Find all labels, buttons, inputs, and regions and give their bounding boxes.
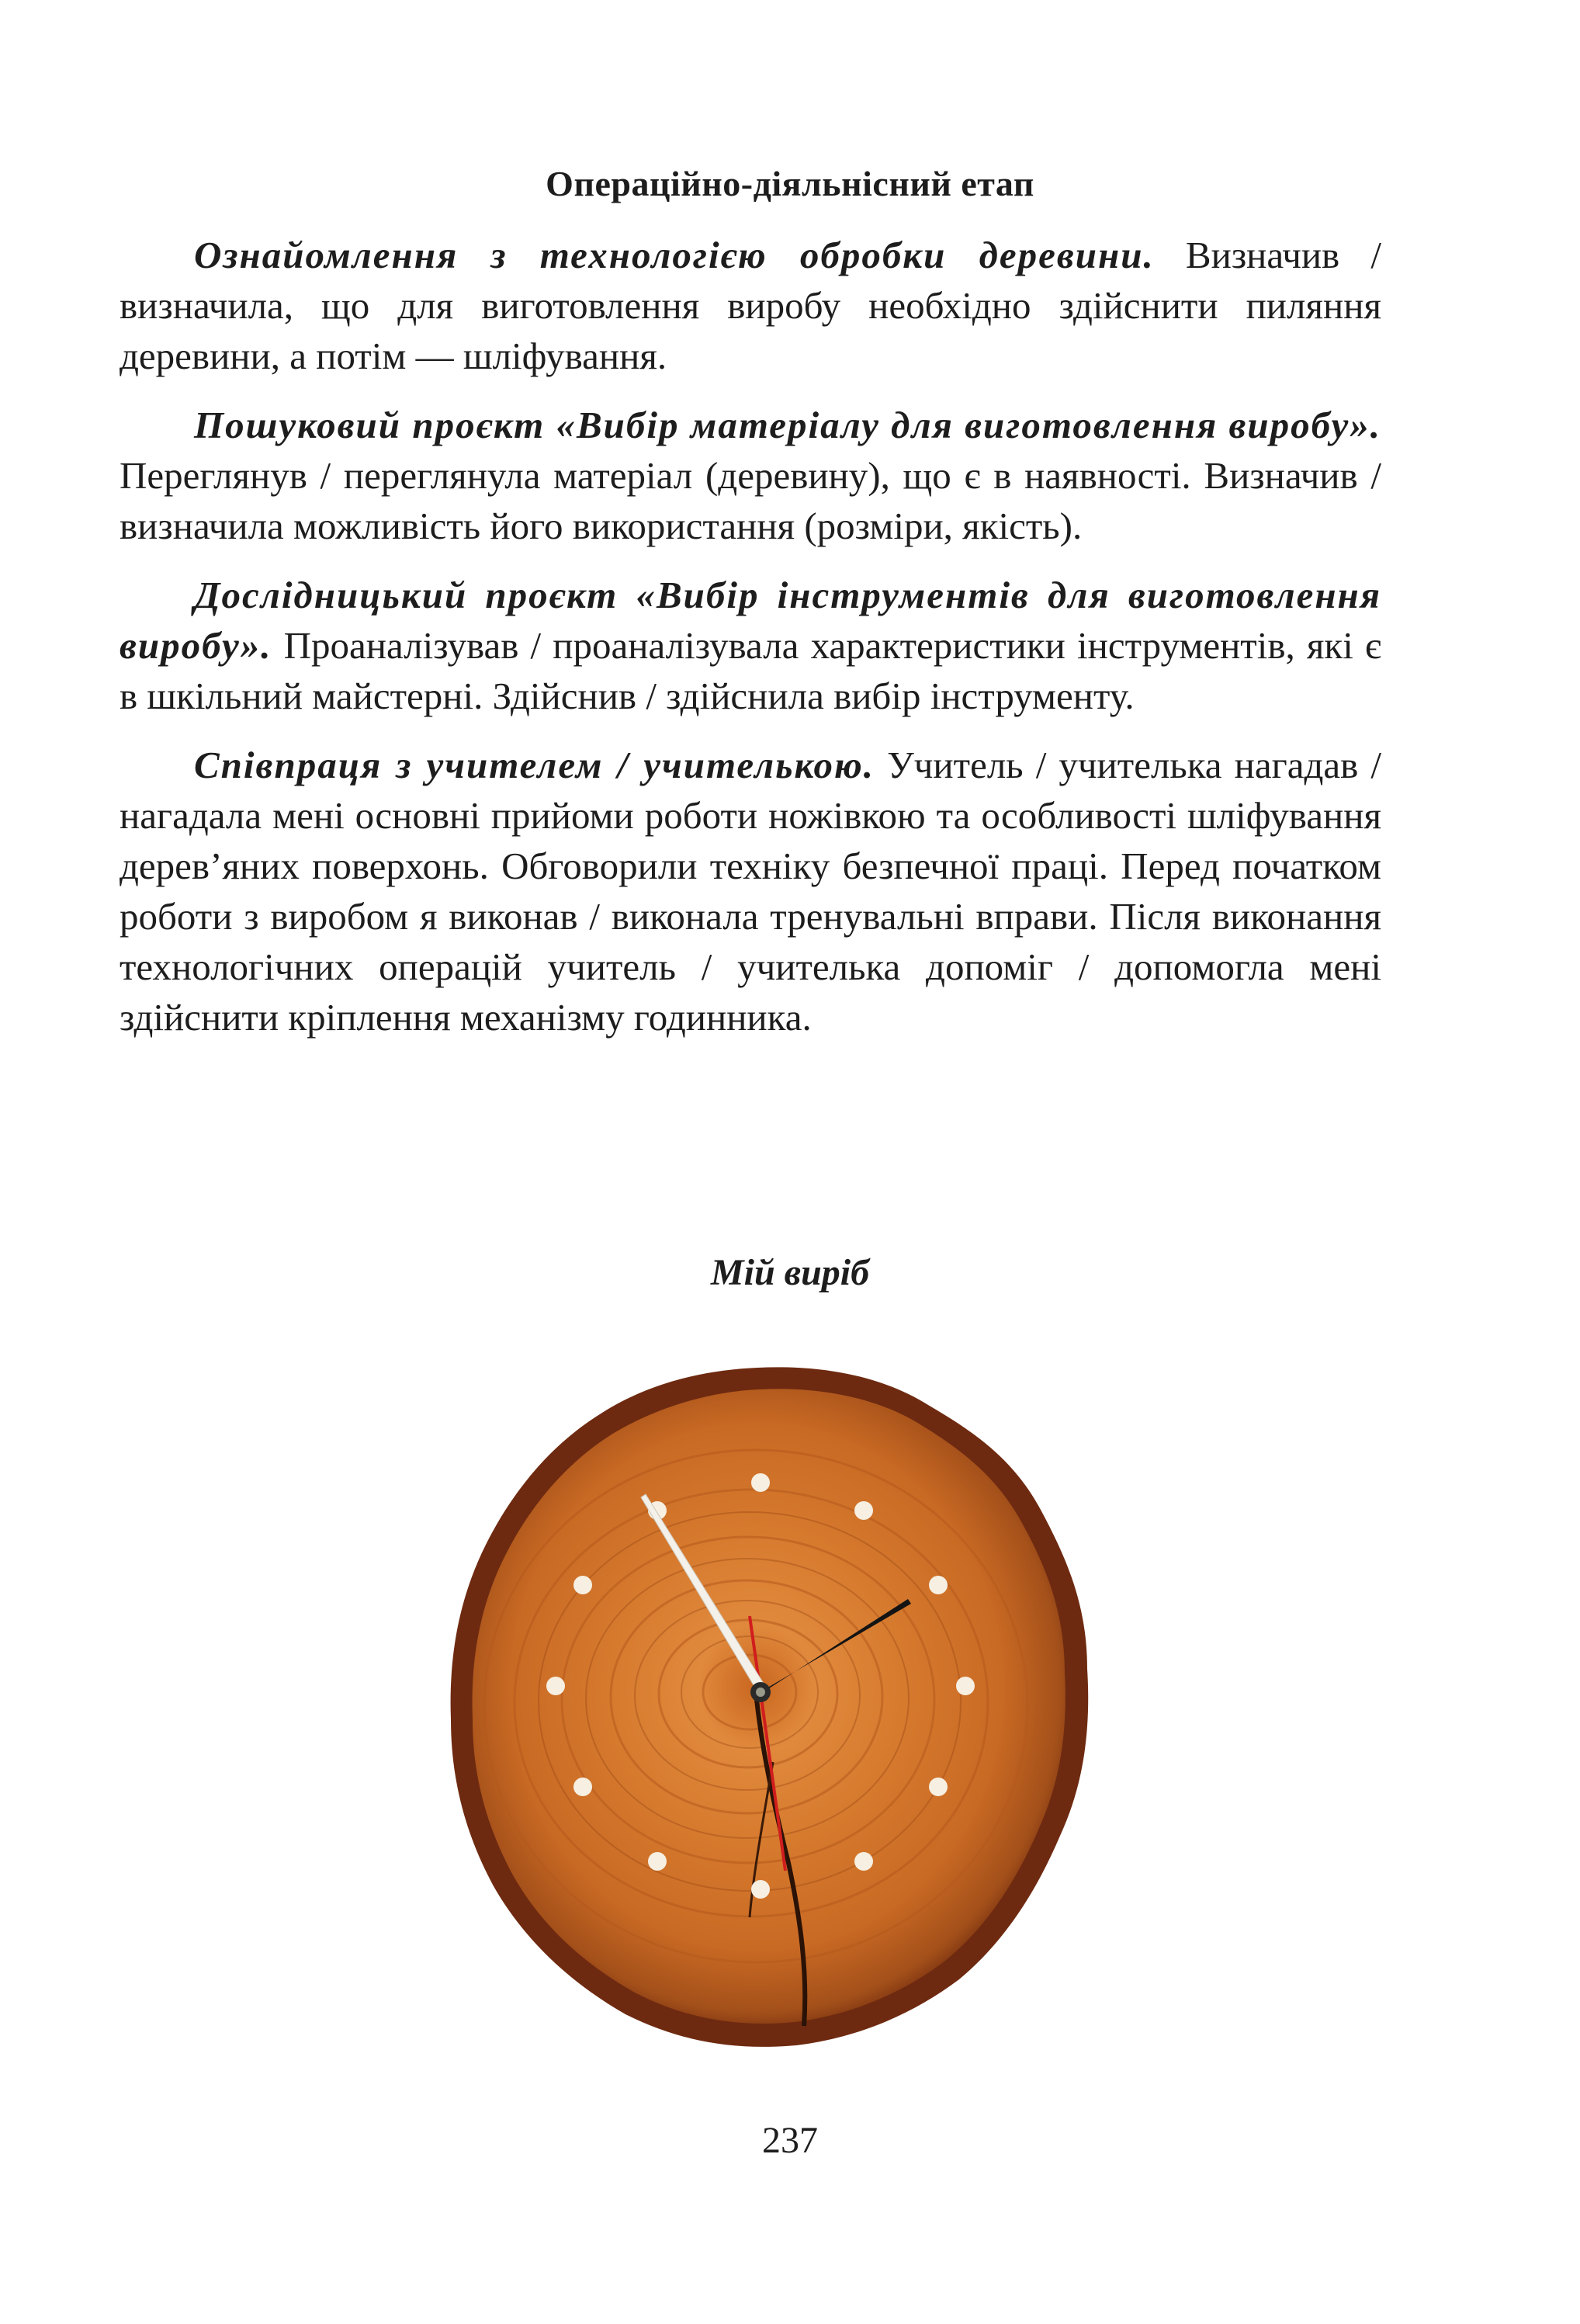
paragraph-research-project (120, 570, 1381, 721)
paragraph-lead: Пошуковий проєкт «Вибір матеріалу для виготовлення виробу». (194, 404, 1381, 446)
hour-marker (751, 1880, 770, 1899)
hour-marker (648, 1852, 667, 1871)
paragraph-wood-technology (120, 230, 1381, 381)
paragraph-text: Переглянув / переглянула матеріал (деревину), що є в наявності. Визначив / визначила можливість його використання (розміри, якість). (120, 454, 1381, 547)
hour-marker (929, 1778, 948, 1796)
paragraph-text: Учитель / учителька нагадав / нагадала мені основні прийоми роботи ножівкою та особливості шліфування дерев’яних поверхонь. Обговорили техніку безпечної праці. Перед початком роботи з виробом я виконав / виконала тренувальні вправи. Після виконання технологічних операцій учитель / учителька допоміг / допомогла мені здійснити кріплення механізму годинника. (120, 744, 1381, 1039)
paragraph-lead: Співпраця з учителем / учителькою. (194, 744, 875, 786)
hour-marker (929, 1576, 948, 1594)
hour-marker (956, 1677, 975, 1695)
body-text (120, 230, 1381, 1061)
figure-caption: Мій виріб (710, 1252, 870, 1293)
paragraph-text: Проаналізував / проаналізувала характеристики інструментів, які є в шкільний майстерні. Здійснив / здійснила вибір інструменту. (120, 624, 1381, 717)
paragraph-text: Визначив / визначила, що для виготовлення виробу необхідно здійснити пиляння деревини, а потім — шліфування. (120, 234, 1381, 377)
paragraph-lead: Ознайомлення з технологією обробки деревини. (194, 234, 1155, 276)
paragraph-teacher-cooperation (120, 740, 1381, 1042)
section-title: Операційно-діяльнісний етап (546, 164, 1034, 203)
hour-marker (573, 1576, 592, 1594)
clock-hub (756, 1688, 765, 1697)
page-number: 237 (762, 2120, 818, 2161)
wood-slice-clock-image (385, 1327, 1130, 2088)
hour-marker (573, 1778, 592, 1796)
paragraph-lead: Дослідницький проєкт «Вибір інструментів для виготовлення виробу». (120, 574, 1381, 667)
hour-marker (546, 1677, 565, 1695)
hour-marker (854, 1501, 873, 1520)
hour-marker (751, 1473, 770, 1492)
hour-marker (854, 1852, 873, 1871)
paragraph-search-project (120, 400, 1381, 551)
